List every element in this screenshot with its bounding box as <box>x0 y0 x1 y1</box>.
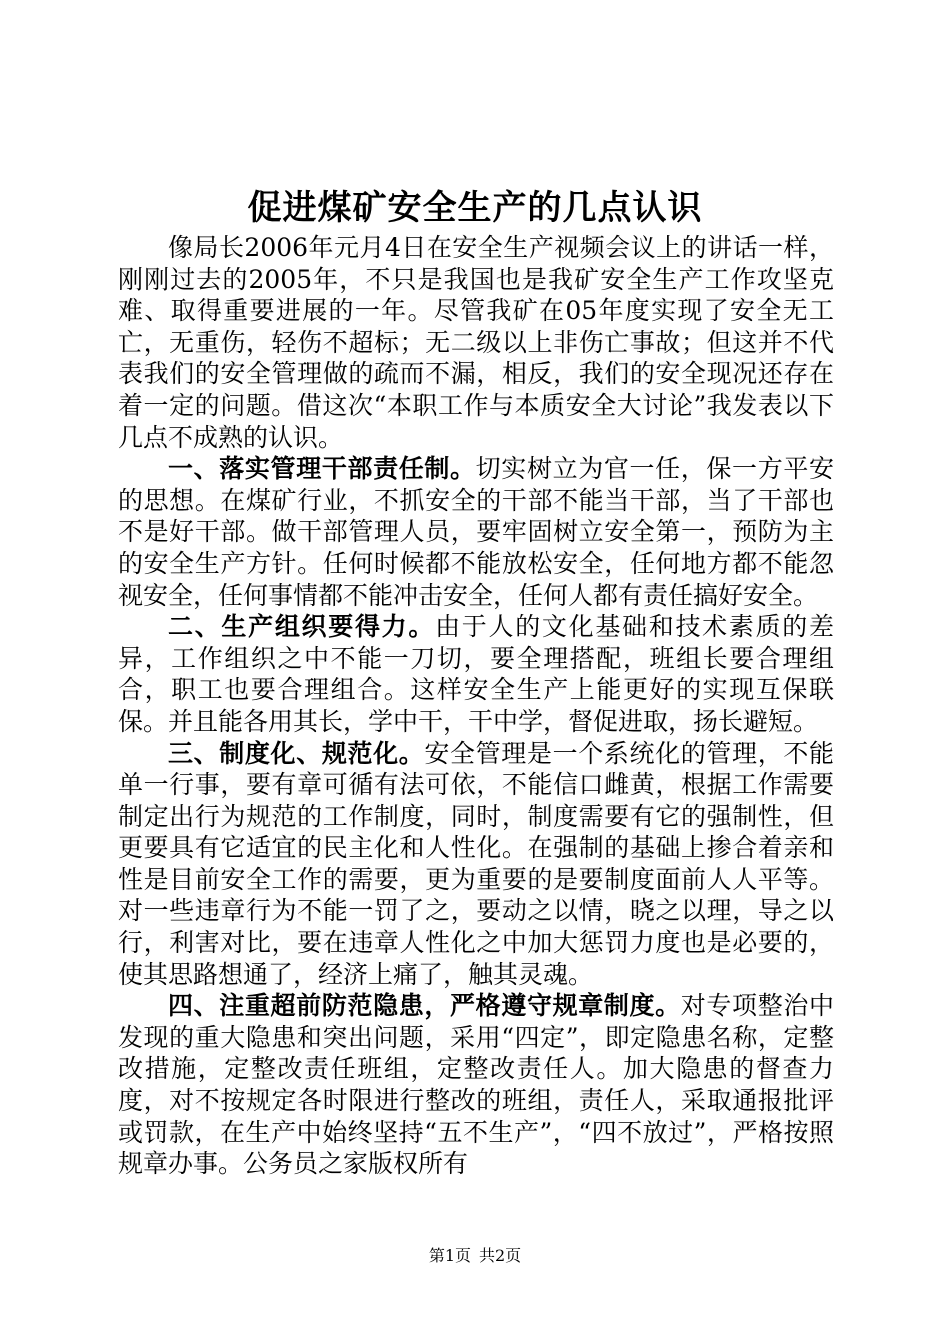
intro-paragraph <box>118 232 834 453</box>
paragraph-text: 像局长2006年元月4日在安全生产视频会议上的讲话一样，刚刚过去的2005年，不只是我国也是我矿安全生产工作攻坚克难、取得重要进展的一年。尽管我矿在05年度实现了安全无工亡，无重伤，轻伤不超标；无二级以上非伤亡事故；但这并不代表我们的安全管理做的疏而不漏，相反，我们的安全现况还存在着一定的问题。借这次“本职工作与本质安全大讨论”我发表以下几点不成熟的认识。 <box>118 233 834 452</box>
section-4-heading: 四、注重超前防范隐患，严格遵守规章制度。 <box>168 991 681 1021</box>
section-1-heading: 一、落实管理干部责任制。 <box>168 454 476 484</box>
paragraph-text: 安全管理是一个系统化的管理，不能单一行事，要有章可循有法可依，不能信口雌黄，根据工作需要制定出行为规范的工作制度，同时，制度需要有它的强制性，但更要具有它适宜的民主化和人性化。在强制的基础上掺合着亲和性是目前安全工作的需要，更为重要的是要制度面前人人平等。对一些违章行为不能一罚了之，要动之以情，晓之以理，导之以行，利害对比，要在违章人性化之中加大惩罚力度也是必要的，使其思路想通了，经济上痛了，触其灵魂。 <box>118 738 834 989</box>
page-total: 共2页 <box>479 1246 522 1265</box>
paragraph-text: 对专项整治中发现的重大隐患和突出问题，采用“四定”，即定隐患名称，定整改措施，定整改责任班组，定整改责任人。加大隐患的督查力度，对不按规定各时限进行整改的班组，责任人，采取通报批评或罚款，在生产中始终坚持“五不生产”，“四不放过”，严格按照规章办事。公务员之家版权所有 <box>118 991 834 1179</box>
paragraph-text: 由于人的文化基础和技术素质的差异，工作组织之中不能一刀切，要全理搭配，班组长要合理组合，职工也要合理组合。这样安全生产上能更好的实现互保联保。并且能各用其长，学中干，干中学，督促进取，扬长避短。 <box>118 612 834 736</box>
section-2-paragraph <box>118 611 834 737</box>
section-4-paragraph <box>118 990 834 1180</box>
paragraph-text: 切实树立为官一任，保一方平安的思想。在煤矿行业，不抓安全的干部不能当干部，当了干部也不是好干部。做干部管理人员，要牢固树立安全第一，预防为主的安全生产方针。任何时候都不能放松安全，任何地方都不能忽视安全，任何事情都不能冲击安全，任何人都有责任搞好安全。 <box>118 454 834 610</box>
page-number: 第1页 <box>428 1246 471 1265</box>
document-body <box>118 232 834 1180</box>
section-1-paragraph <box>118 453 834 611</box>
page-footer <box>0 1245 950 1267</box>
section-2-heading: 二、生产组织要得力。 <box>168 612 436 642</box>
section-3-paragraph <box>118 738 834 991</box>
section-3-heading: 三、制度化、规范化。 <box>168 738 425 768</box>
document-title: 促进煤矿安全生产的几点认识 <box>247 188 703 228</box>
